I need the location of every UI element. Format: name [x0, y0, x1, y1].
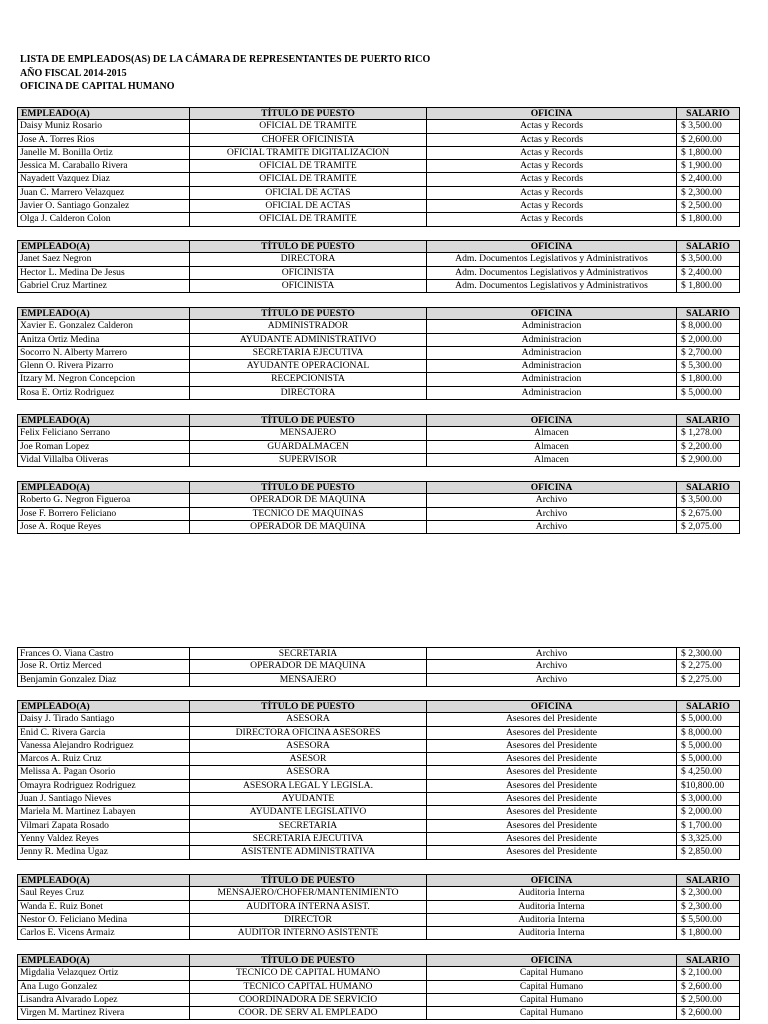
job-title: SECRETARIA EJECUTIVA	[189, 347, 426, 359]
salary: $ 1,800.00	[676, 927, 740, 939]
table-row	[17, 454, 740, 467]
salary: $ 8,000.00	[676, 727, 740, 739]
office: Administracion	[426, 347, 676, 359]
office-name: OFICINA DE CAPITAL HUMANO	[20, 81, 175, 92]
table-row	[17, 373, 740, 386]
table-header-row	[17, 414, 740, 427]
table-header-row	[17, 481, 740, 494]
job-title: TECNICO DE CAPITAL HUMANO	[189, 967, 426, 979]
office: Administracion	[426, 373, 676, 385]
office: Capital Humano	[426, 994, 676, 1006]
header-empleado: EMPLEADO(A)	[17, 955, 189, 966]
header-oficina: OFICINA	[426, 415, 676, 426]
salary: $ 2,000.00	[676, 334, 740, 346]
employee-table	[17, 107, 740, 227]
salary: $ 2,100.00	[676, 967, 740, 979]
office: Actas y Records	[426, 200, 676, 212]
salary: $ 5,300.00	[676, 360, 740, 372]
table-header-row	[17, 107, 740, 120]
header-empleado: EMPLEADO(A)	[17, 308, 189, 319]
header-oficina: OFICINA	[426, 875, 676, 886]
salary: $ 5,000.00	[676, 387, 740, 399]
office: Almacen	[426, 427, 676, 439]
office: Adm. Documentos Legislativos y Administrativos	[426, 267, 676, 279]
job-title: CHOFER OFICINISTA	[189, 134, 426, 146]
table-row	[17, 766, 740, 779]
office: Actas y Records	[426, 147, 676, 159]
table-row	[17, 320, 740, 333]
header-oficina: OFICINA	[426, 108, 676, 119]
office: Asesores del Presidente	[426, 753, 676, 765]
header-salario: SALARIO	[676, 415, 740, 426]
table-row	[17, 674, 740, 687]
employee-name: Jessica M. Caraballo Rivera	[17, 160, 189, 172]
salary: $ 5,500.00	[676, 914, 740, 926]
employee-name: Migdalia Velazquez Ortiz	[17, 967, 189, 979]
header-oficina: OFICINA	[426, 308, 676, 319]
table-row	[17, 780, 740, 793]
salary: $ 2,700.00	[676, 347, 740, 359]
table-header-row	[17, 954, 740, 967]
employee-name: Jose F. Borrero Feliciano	[17, 508, 189, 520]
table-row	[17, 740, 740, 753]
employee-table	[17, 414, 740, 467]
salary: $ 2,850.00	[676, 846, 740, 858]
employee-table	[17, 700, 740, 860]
job-title: DIRECTORA OFICINA ASESORES	[189, 727, 426, 739]
employee-name: Daisy J. Tirado Santiago	[17, 713, 189, 725]
job-title: TECNICO CAPITAL HUMANO	[189, 981, 426, 993]
header-salario: SALARIO	[676, 308, 740, 319]
job-title: TECNICO DE MAQUINAS	[189, 508, 426, 520]
table-row	[17, 387, 740, 400]
table-row	[17, 267, 740, 280]
table-row	[17, 427, 740, 440]
salary: $ 5,000.00	[676, 713, 740, 725]
header-oficina: OFICINA	[426, 955, 676, 966]
table-row	[17, 793, 740, 806]
employee-name: Felix Feliciano Serrano	[17, 427, 189, 439]
table-row	[17, 914, 740, 927]
office: Asesores del Presidente	[426, 780, 676, 792]
table-row	[17, 833, 740, 846]
salary: $ 2,300.00	[676, 901, 740, 913]
job-title: OFICINISTA	[189, 267, 426, 279]
employee-name: Yenny Valdez Reyes	[17, 833, 189, 845]
salary: $ 2,075.00	[676, 521, 740, 533]
table-row	[17, 147, 740, 160]
header-salario: SALARIO	[676, 955, 740, 966]
office: Asesores del Presidente	[426, 846, 676, 858]
header-empleado: EMPLEADO(A)	[17, 875, 189, 886]
job-title: ASISTENTE ADMINISTRATIVA	[189, 846, 426, 858]
table-row	[17, 901, 740, 914]
table-row	[17, 1007, 740, 1020]
salary: $ 1,800.00	[676, 213, 740, 225]
employee-name: Olga J. Calderon Colon	[17, 213, 189, 225]
header-empleado: EMPLEADO(A)	[17, 108, 189, 119]
job-title: MENSAJERO	[189, 674, 426, 686]
salary: $ 2,600.00	[676, 134, 740, 146]
salary: $ 1,800.00	[676, 147, 740, 159]
job-title: ASESORA	[189, 766, 426, 778]
table-row	[17, 660, 740, 673]
header-titulo: TÍTULO DE PUESTO	[189, 482, 426, 493]
employee-name: Wanda E. Ruiz Bonet	[17, 901, 189, 913]
office: Administracion	[426, 387, 676, 399]
salary: $ 2,600.00	[676, 981, 740, 993]
office: Asesores del Presidente	[426, 833, 676, 845]
job-title: DIRECTORA	[189, 387, 426, 399]
salary: $ 2,400.00	[676, 267, 740, 279]
job-title: AYUDANTE ADMINISTRATIVO	[189, 334, 426, 346]
employee-name: Ana Lugo Gonzalez	[17, 981, 189, 993]
job-title: COOR. DE SERV AL EMPLEADO	[189, 1007, 426, 1019]
employee-name: Rosa E. Ortiz Rodriguez	[17, 387, 189, 399]
table-row	[17, 200, 740, 213]
employee-name: Benjamin Gonzalez Diaz	[17, 674, 189, 686]
job-title: ASESORA LEGAL Y LEGISLA.	[189, 780, 426, 792]
job-title: MENSAJERO/CHOFER/MANTENIMIENTO	[189, 887, 426, 899]
employee-name: Vilmari Zapata Rosado	[17, 820, 189, 832]
table-row	[17, 134, 740, 147]
office: Archivo	[426, 648, 676, 659]
table-row	[17, 494, 740, 507]
table-row	[17, 753, 740, 766]
header-salario: SALARIO	[676, 241, 740, 252]
table-row	[17, 160, 740, 173]
job-title: OPERADOR DE MAQUINA	[189, 494, 426, 506]
employee-name: Vidal Villalba Oliveras	[17, 454, 189, 466]
office: Actas y Records	[426, 213, 676, 225]
salary: $ 5,000.00	[676, 753, 740, 765]
salary: $ 5,000.00	[676, 740, 740, 752]
office: Archivo	[426, 494, 676, 506]
table-row	[17, 981, 740, 994]
employee-name: Xavier E. Gonzalez Calderon	[17, 320, 189, 332]
document-header	[20, 53, 430, 94]
office: Archivo	[426, 521, 676, 533]
salary: $ 2,200.00	[676, 441, 740, 453]
job-title: ASESORA	[189, 740, 426, 752]
employee-name: Virgen M. Martinez Rivera	[17, 1007, 189, 1019]
job-title: OFICINISTA	[189, 280, 426, 292]
job-title: ASESORA	[189, 713, 426, 725]
salary: $ 8,000.00	[676, 320, 740, 332]
employee-table	[17, 481, 740, 534]
employee-name: Glenn O. Rivera Pizarro	[17, 360, 189, 372]
salary: $ 2,500.00	[676, 200, 740, 212]
job-title: COORDINADORA DE SERVICIO	[189, 994, 426, 1006]
employee-name: Hector L. Medina De Jesus	[17, 267, 189, 279]
header-salario: SALARIO	[676, 701, 740, 712]
office: Archivo	[426, 660, 676, 672]
job-title: AYUDANTE LEGISLATIVO	[189, 806, 426, 818]
job-title: AYUDANTE	[189, 793, 426, 805]
employee-name: Nayadett Vazquez Diaz	[17, 173, 189, 185]
header-titulo: TÍTULO DE PUESTO	[189, 108, 426, 119]
employee-name: Jose R. Ortiz Merced	[17, 660, 189, 672]
table-row	[17, 521, 740, 534]
job-title: OFICIAL TRAMITE DIGITALIZACION	[189, 147, 426, 159]
salary: $ 2,400.00	[676, 173, 740, 185]
employee-table	[17, 874, 740, 940]
employee-table	[17, 954, 740, 1020]
job-title: OFICIAL DE ACTAS	[189, 200, 426, 212]
table-row	[17, 187, 740, 200]
table-row	[17, 334, 740, 347]
job-title: GUARDALMACEN	[189, 441, 426, 453]
fiscal-year: AÑO FISCAL 2014-2015	[20, 67, 127, 79]
office: Asesores del Presidente	[426, 727, 676, 739]
office: Actas y Records	[426, 160, 676, 172]
salary: $ 3,000.00	[676, 793, 740, 805]
salary: $ 3,325.00	[676, 833, 740, 845]
table-row	[17, 647, 740, 660]
office: Asesores del Presidente	[426, 713, 676, 725]
employee-name: Daisy Muniz Rosario	[17, 120, 189, 132]
job-title: OPERADOR DE MAQUINA	[189, 660, 426, 672]
job-title: RECEPCIONISTA	[189, 373, 426, 385]
job-title: OFICIAL DE TRAMITE	[189, 120, 426, 132]
table-row	[17, 994, 740, 1007]
salary: $ 2,000.00	[676, 806, 740, 818]
salary: $10,800.00	[676, 780, 740, 792]
salary: $ 2,675.00	[676, 508, 740, 520]
office: Almacen	[426, 441, 676, 453]
job-title: OFICIAL DE ACTAS	[189, 187, 426, 199]
salary: $ 2,500.00	[676, 994, 740, 1006]
employee-name: Marcos A. Ruiz Cruz	[17, 753, 189, 765]
header-titulo: TÍTULO DE PUESTO	[189, 415, 426, 426]
employee-name: Omayra Rodriguez Rodriguez	[17, 780, 189, 792]
office: Asesores del Presidente	[426, 766, 676, 778]
office: Administracion	[426, 334, 676, 346]
employee-name: Socorro N. Alberty Marrero	[17, 347, 189, 359]
employee-name: Janelle M. Bonilla Ortiz	[17, 147, 189, 159]
table-header-row	[17, 307, 740, 320]
salary: $ 2,300.00	[676, 887, 740, 899]
office: Auditoria Interna	[426, 901, 676, 913]
employee-name: Juan C. Marrero Velazquez	[17, 187, 189, 199]
table-row	[17, 713, 740, 726]
table-header-row	[17, 700, 740, 713]
header-titulo: TÍTULO DE PUESTO	[189, 241, 426, 252]
office: Capital Humano	[426, 967, 676, 979]
employee-name: Lisandra Alvarado Lopez	[17, 994, 189, 1006]
employee-table	[17, 307, 740, 400]
employee-name: Vanessa Alejandro Rodriguez	[17, 740, 189, 752]
office: Asesores del Presidente	[426, 806, 676, 818]
office: Administracion	[426, 360, 676, 372]
office: Auditoria Interna	[426, 927, 676, 939]
employee-name: Enid C. Rivera Garcia	[17, 727, 189, 739]
office: Asesores del Presidente	[426, 820, 676, 832]
table-row	[17, 441, 740, 454]
office: Asesores del Presidente	[426, 793, 676, 805]
table-row	[17, 280, 740, 293]
header-empleado: EMPLEADO(A)	[17, 701, 189, 712]
salary: $ 1,700.00	[676, 820, 740, 832]
salary: $ 3,500.00	[676, 494, 740, 506]
office: Capital Humano	[426, 981, 676, 993]
table-row	[17, 120, 740, 133]
salary: $ 1,800.00	[676, 280, 740, 292]
header-salario: SALARIO	[676, 875, 740, 886]
employee-name: Carlos E. Vicens Armaiz	[17, 927, 189, 939]
office: Archivo	[426, 674, 676, 686]
office: Asesores del Presidente	[426, 740, 676, 752]
employee-name: Itzary M. Negron Concepcion	[17, 373, 189, 385]
table-row	[17, 927, 740, 940]
salary: $ 2,900.00	[676, 454, 740, 466]
salary: $ 2,275.00	[676, 660, 740, 672]
office: Actas y Records	[426, 134, 676, 146]
job-title: MENSAJERO	[189, 427, 426, 439]
salary: $ 2,300.00	[676, 187, 740, 199]
office: Auditoria Interna	[426, 887, 676, 899]
office: Adm. Documentos Legislativos y Administrativos	[426, 253, 676, 265]
salary: $ 4,250.00	[676, 766, 740, 778]
header-oficina: OFICINA	[426, 701, 676, 712]
employee-name: Mariela M. Martinez Labayen	[17, 806, 189, 818]
job-title: AYUDANTE OPERACIONAL	[189, 360, 426, 372]
table-header-row	[17, 240, 740, 253]
employee-name: Jose A. Roque Reyes	[17, 521, 189, 533]
job-title: ADMINISTRADOR	[189, 320, 426, 332]
table-row	[17, 508, 740, 521]
employee-name: Joe Roman Lopez	[17, 441, 189, 453]
office: Auditoria Interna	[426, 914, 676, 926]
office: Adm. Documentos Legislativos y Administrativos	[426, 280, 676, 292]
header-oficina: OFICINA	[426, 241, 676, 252]
table-header-row	[17, 874, 740, 887]
job-title: DIRECTORA	[189, 253, 426, 265]
employee-name: Roberto G. Negron Figueroa	[17, 494, 189, 506]
header-oficina: OFICINA	[426, 482, 676, 493]
salary: $ 2,275.00	[676, 674, 740, 686]
salary: $ 1,800.00	[676, 373, 740, 385]
table-row	[17, 820, 740, 833]
header-empleado: EMPLEADO(A)	[17, 415, 189, 426]
office: Actas y Records	[426, 120, 676, 132]
header-titulo: TÍTULO DE PUESTO	[189, 308, 426, 319]
table-row	[17, 846, 740, 859]
document-title: LISTA DE EMPLEADOS(AS) DE LA CÁMARA DE REPRESENTANTES DE PUERTO RICO	[20, 54, 431, 65]
job-title: SUPERVISOR	[189, 454, 426, 466]
employee-name: Janet Saez Negron	[17, 253, 189, 265]
header-empleado: EMPLEADO(A)	[17, 241, 189, 252]
employee-name: Javier O. Santiago Gonzalez	[17, 200, 189, 212]
job-title: DIRECTOR	[189, 914, 426, 926]
employee-name: Jose A. Torres Rios	[17, 134, 189, 146]
employee-table-continued	[17, 647, 740, 687]
office: Actas y Records	[426, 187, 676, 199]
job-title: OFICIAL DE TRAMITE	[189, 160, 426, 172]
employee-name: Melissa A. Pagan Osorio	[17, 766, 189, 778]
salary: $ 2,300.00	[676, 648, 740, 659]
employee-name: Juan J. Santiago Nieves	[17, 793, 189, 805]
job-title: OPERADOR DE MAQUINA	[189, 521, 426, 533]
office: Almacen	[426, 454, 676, 466]
employee-name: Jenny R. Medina Ugaz	[17, 846, 189, 858]
salary: $ 1,278.00	[676, 427, 740, 439]
table-row	[17, 213, 740, 226]
office: Archivo	[426, 508, 676, 520]
job-title: OFICIAL DE TRAMITE	[189, 213, 426, 225]
job-title: SECRETARIA EJECUTIVA	[189, 833, 426, 845]
employee-name: Saul Reyes Cruz	[17, 887, 189, 899]
salary: $ 2,600.00	[676, 1007, 740, 1019]
header-salario: SALARIO	[676, 108, 740, 119]
job-title: OFICIAL DE TRAMITE	[189, 173, 426, 185]
employee-name: Gabriel Cruz Martinez	[17, 280, 189, 292]
job-title: SECRETARIA	[189, 648, 426, 659]
office: Actas y Records	[426, 173, 676, 185]
salary: $ 1,900.00	[676, 160, 740, 172]
table-row	[17, 360, 740, 373]
job-title: ASESOR	[189, 753, 426, 765]
table-row	[17, 253, 740, 266]
office: Administracion	[426, 320, 676, 332]
table-row	[17, 806, 740, 819]
employee-name: Frances O. Viana Castro	[17, 648, 189, 659]
salary: $ 3,500.00	[676, 253, 740, 265]
header-empleado: EMPLEADO(A)	[17, 482, 189, 493]
table-row	[17, 173, 740, 186]
table-row	[17, 727, 740, 740]
header-titulo: TÍTULO DE PUESTO	[189, 875, 426, 886]
job-title: AUDITORA INTERNA ASIST.	[189, 901, 426, 913]
table-row	[17, 967, 740, 980]
header-titulo: TÍTULO DE PUESTO	[189, 701, 426, 712]
salary: $ 3,500.00	[676, 120, 740, 132]
employee-name: Nestor O. Feliciano Medina	[17, 914, 189, 926]
job-title: AUDITOR INTERNO ASISTENTE	[189, 927, 426, 939]
header-titulo: TÍTULO DE PUESTO	[189, 955, 426, 966]
employee-name: Anitza Ortiz Medina	[17, 334, 189, 346]
office: Capital Humano	[426, 1007, 676, 1019]
table-row	[17, 887, 740, 900]
header-salario: SALARIO	[676, 482, 740, 493]
job-title: SECRETARIA	[189, 820, 426, 832]
employee-table	[17, 240, 740, 293]
table-row	[17, 347, 740, 360]
